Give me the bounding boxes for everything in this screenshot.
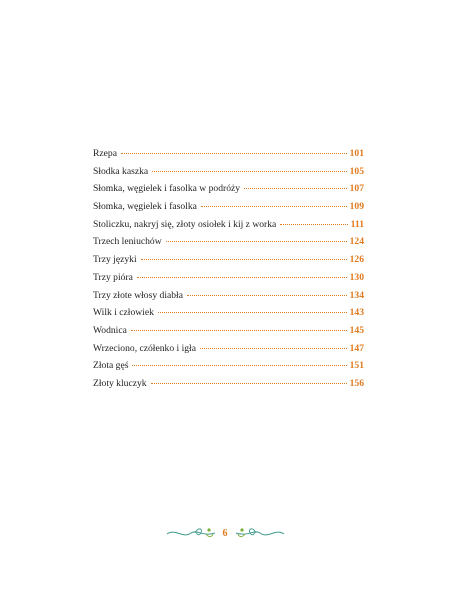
toc-entry [93,290,364,308]
dot-leader [280,224,347,225]
toc-entry-title: Stoliczku, nakryj się, złoty osiołek i kij z worka [93,218,277,230]
toc-entry-page: 126 [349,254,364,266]
toc-entry-page: 124 [349,236,364,248]
dot-leader [158,312,347,313]
table-of-contents [93,148,364,396]
toc-entry-page: 109 [349,201,364,213]
toc-entry [93,183,364,201]
dot-leader [121,153,347,154]
toc-entry-title: Trzy języki [93,254,137,266]
floral-flourish-icon [234,525,286,541]
toc-entry-title: Rzepa [93,148,117,159]
toc-entry-page: 130 [349,271,364,283]
toc-entry-title: Trzy pióra [93,271,133,283]
toc-entry-title: Wodnica [93,324,127,336]
toc-entry-page: 105 [349,165,364,177]
toc-entry-title: Złota gęś [93,360,129,372]
dot-leader [201,206,347,207]
toc-entry [93,307,364,325]
toc-entry [93,272,364,290]
dot-leader [131,330,347,331]
toc-entry [93,343,364,361]
dot-leader [166,241,347,242]
toc-entry-page: 143 [349,307,364,319]
floral-flourish-icon [165,525,217,541]
dot-leader [200,348,347,349]
toc-entry-title: Trzech leniuchów [93,236,162,248]
dot-leader [132,365,346,366]
toc-entry-page: 151 [349,360,364,372]
page-number: 6 [222,527,228,539]
toc-entry [93,254,364,272]
toc-entry-page: 111 [350,218,364,230]
toc-entry-page: 156 [349,377,364,389]
toc-entry-title: Słodka kaszka [93,165,149,177]
toc-entry-title: Złoty kluczyk [93,377,147,389]
toc-entry-title: Słomka, węgielek i fasolka w podróży [93,183,241,195]
toc-entry-title: Wrzeciono, czółenko i igła [93,342,196,354]
toc-entry [93,148,364,166]
toc-entry [93,236,364,254]
dot-leader [151,383,347,384]
page-footer [0,522,450,544]
toc-entry-page: 147 [349,342,364,354]
toc-entry-title: Wilk i człowiek [93,307,154,319]
dot-leader [137,277,347,278]
toc-entry [93,325,364,343]
toc-entry-title: Trzy złote włosy diabła [93,289,183,301]
toc-entry-page: 145 [349,324,364,336]
toc-entry [93,201,364,219]
toc-entry-page: 134 [349,289,364,301]
toc-entry-page: 101 [349,148,364,159]
dot-leader [244,188,347,189]
toc-entry [93,360,364,378]
toc-entry-title: Słomka, węgielek i fasolka [93,201,197,213]
toc-entry [93,378,364,396]
toc-entry [93,219,364,237]
dot-leader [141,259,347,260]
dot-leader [152,171,346,172]
dot-leader [187,295,347,296]
toc-entry [93,166,364,184]
toc-entry-page: 107 [349,183,364,195]
